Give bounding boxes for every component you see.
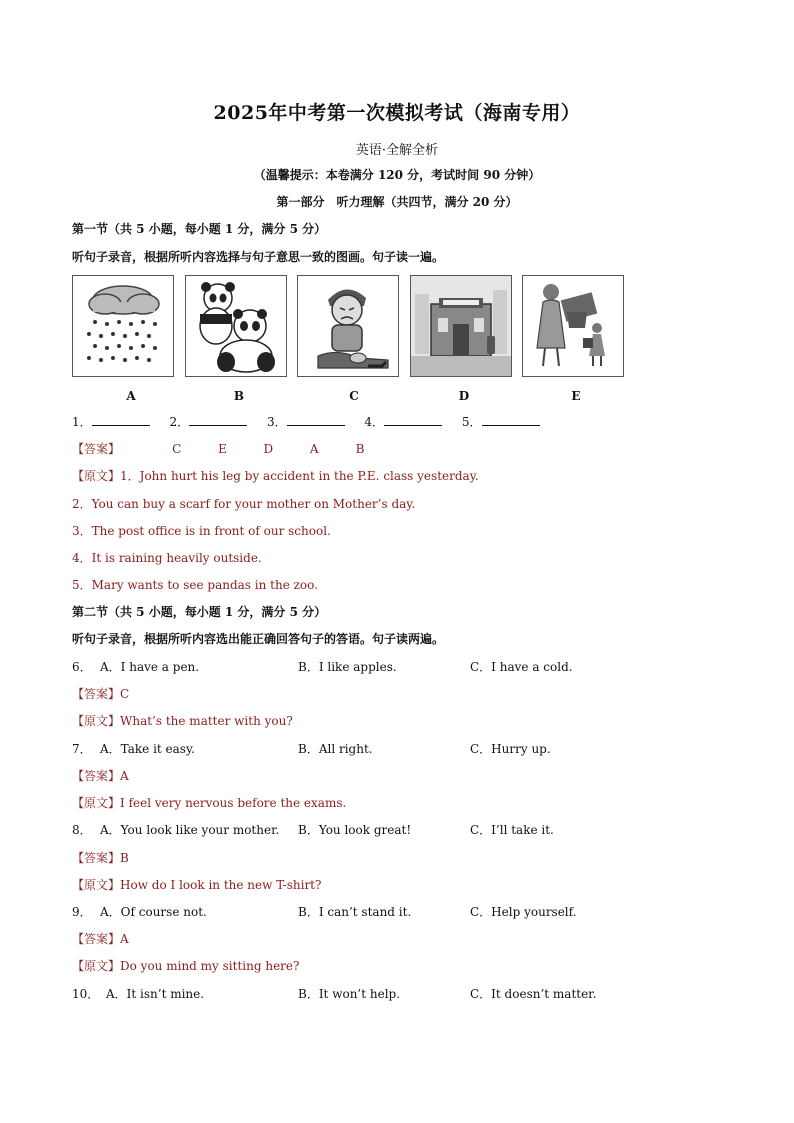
blank-number: 1． (72, 415, 92, 429)
answer-line (72, 767, 129, 784)
section1-heading: 第一节（共 5 小题，每小题 1 分，满分 5 分） (72, 222, 327, 236)
section2-heading: 第二节（共 5 小题，每小题 1 分，满分 5 分） (72, 605, 327, 619)
rain-cloud-icon (72, 275, 174, 377)
pandas-icon (185, 275, 287, 377)
option-b[interactable]: B．I can’t stand it. (298, 905, 412, 919)
question-number: 6． (72, 660, 92, 674)
answer-key: C (120, 687, 130, 701)
answer-blank[interactable] (287, 414, 345, 426)
exam-tip: （温馨提示：本卷满分 120 分，考试时间 90 分钟） (253, 168, 541, 182)
option-c[interactable]: C．Help yourself. (470, 905, 577, 919)
answer-label: 【答案】 (72, 442, 121, 456)
page-subtitle: 英语·全解全析 (355, 143, 439, 158)
post-office-icon (410, 275, 512, 377)
original-text: 5．Mary wants to see pandas in the zoo. (72, 578, 318, 592)
option-a[interactable]: A．You look like your mother. (100, 823, 280, 837)
answer-key: B (120, 851, 129, 865)
answer-key: A (120, 932, 129, 946)
question-number: 7． (72, 742, 92, 756)
answer-key: A (309, 442, 319, 456)
answer-line (72, 849, 129, 866)
original-label: 【原文】 (72, 714, 121, 728)
picture-label-b: B (233, 389, 245, 403)
answer-blank[interactable] (482, 414, 540, 426)
blank-number: 5． (461, 415, 482, 429)
original-text: 4．It is raining heavily outside. (72, 551, 262, 565)
picture-label-e: E (571, 389, 581, 403)
original-line (72, 467, 479, 484)
original-label: 【原文】 (72, 796, 121, 810)
answer-label: 【答案】 (72, 687, 121, 701)
original-text: 3．The post office is in front of our school. (72, 524, 331, 538)
answer-line (72, 930, 129, 947)
option-a[interactable]: A．I have a pen. (100, 660, 200, 674)
original-label: 【原文】 (72, 959, 121, 973)
page-title: 2025年中考第一次模拟考试（海南专用） (213, 102, 581, 124)
original-text: 1．John hurt his leg by accident in the P.E. class yesterday. (120, 469, 479, 483)
answer-key: B (355, 442, 365, 456)
answer-key: C (172, 442, 182, 456)
original-text: What’s the matter with you? (120, 714, 293, 728)
hurt-boy-icon (297, 275, 399, 377)
blank-number: 4． (364, 415, 385, 429)
original-text: I feel very nervous before the exams. (120, 796, 347, 810)
original-line (72, 794, 346, 811)
picture-label-a: A (126, 389, 136, 403)
option-c[interactable]: C．I have a cold. (470, 660, 573, 674)
original-line (72, 876, 321, 893)
answer-blank[interactable] (189, 414, 247, 426)
option-b[interactable]: B．All right. (298, 742, 373, 756)
original-label: 【原文】 (72, 469, 121, 483)
option-c[interactable]: C．I’ll take it. (470, 823, 554, 837)
original-line (72, 712, 293, 729)
original-line (72, 957, 299, 974)
answer-key: E (218, 442, 227, 456)
picture-label-d: D (458, 389, 470, 403)
section1-answers (72, 440, 381, 457)
answer-label: 【答案】 (72, 932, 121, 946)
answer-blank[interactable] (92, 414, 150, 426)
question-number: 10． (72, 987, 100, 1001)
answer-key: A (120, 769, 129, 783)
option-b[interactable]: B．I like apples. (298, 660, 397, 674)
blank-number: 2． (169, 415, 190, 429)
question-number: 8． (72, 823, 92, 837)
answer-blank[interactable] (384, 414, 442, 426)
scarf-gift-icon (522, 275, 624, 377)
option-c[interactable]: C．It doesn’t matter. (470, 987, 597, 1001)
picture-label-c: C (349, 389, 359, 403)
option-a[interactable]: A．It isn’t mine. (106, 987, 205, 1001)
answer-label: 【答案】 (72, 769, 121, 783)
section1-instruction: 听句子录音，根据所听内容选择与句子意思一致的图画。句子读一遍。 (72, 250, 445, 264)
option-b[interactable]: B．You look great! (298, 823, 412, 837)
option-c[interactable]: C．Hurry up. (470, 742, 551, 756)
original-text: 2．You can buy a scarf for your mother on Mother’s day. (72, 497, 416, 511)
answer-blanks (72, 413, 556, 430)
original-label: 【原文】 (72, 878, 121, 892)
question-number: 9． (72, 905, 92, 919)
option-b[interactable]: B．It won’t help. (298, 987, 401, 1001)
option-a[interactable]: A．Take it easy. (100, 742, 195, 756)
blank-number: 3． (266, 415, 287, 429)
answer-key: D (263, 442, 274, 456)
original-text: How do I look in the new T-shirt? (120, 878, 322, 892)
option-a[interactable]: A．Of course not. (100, 905, 207, 919)
section2-instruction: 听句子录音，根据所听内容选出能正确回答句子的答语。句子读两遍。 (72, 632, 445, 646)
part-heading: 第一部分 听力理解（共四节，满分 20 分） (276, 195, 518, 209)
answer-line (72, 685, 129, 702)
original-text: Do you mind my sitting here? (120, 959, 300, 973)
answer-label: 【答案】 (72, 851, 121, 865)
